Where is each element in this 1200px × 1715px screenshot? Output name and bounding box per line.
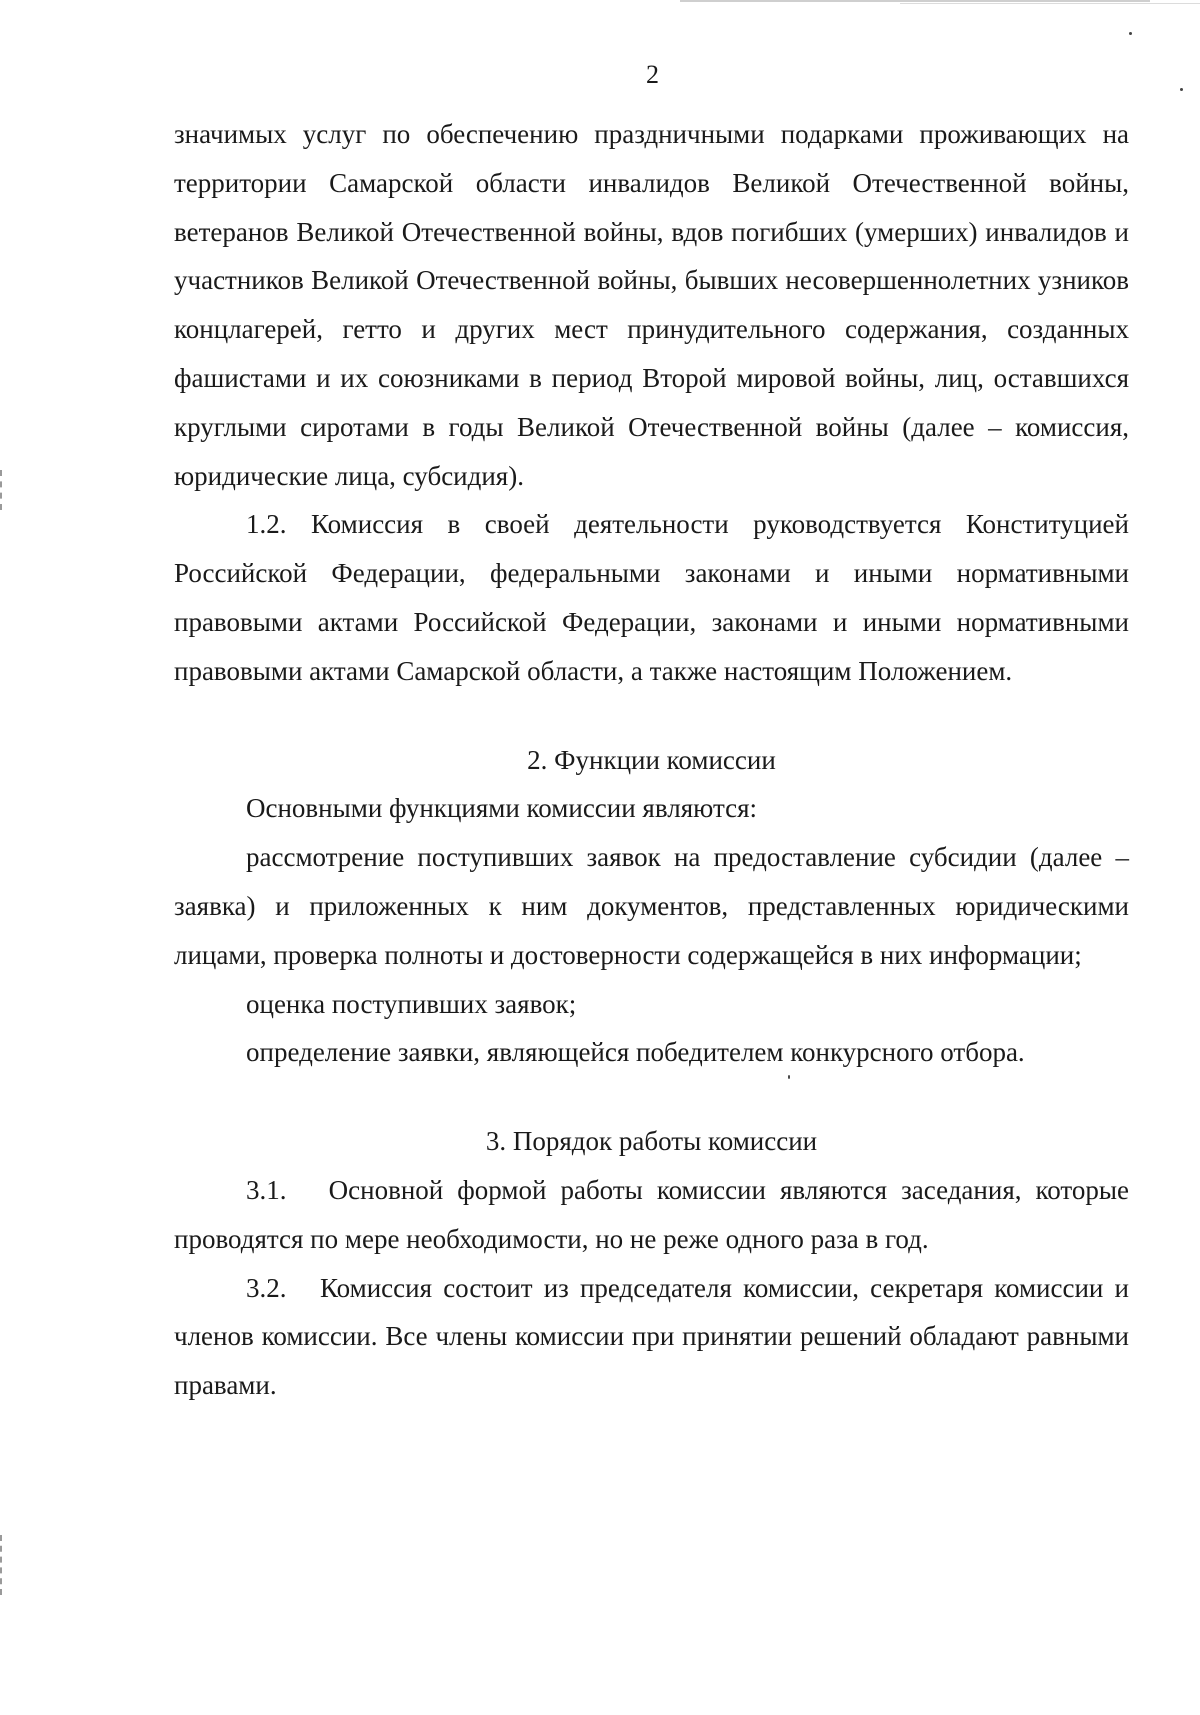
scan-artifact-line [900,3,1200,4]
section-2-item: рассмотрение поступивших заявок на предоставление субсидии (далее – заявка) и приложенных к ним документов, представленных юридическими лицами, проверка полноты и достоверности содержащейся в них информации; [174,842,1129,970]
section-3-heading: 3. Порядок работы комиссии [485,1126,818,1157]
scan-artifact-edge [0,1535,4,1595]
section-2-heading: 2. Функции комиссии [527,744,776,775]
paragraph-3-1: 3.1. Основной формой работы комиссии являются заседания, которые проводятся по мере необходимости, но не реже одного раза в год. [174,1174,1136,1254]
scan-artifact-edge [0,470,4,510]
scan-artifact-dot [1129,32,1132,35]
page-number: 2 [646,60,659,89]
section-2-item: определение заявки, являющейся победителем конкурсного отбора. [246,1037,1025,1068]
section-spacer [174,696,1129,736]
paragraph-1-2: 1.2. Комиссия в своей деятельности руководствуется Конституцией Российской Федерации, федеральными законами и иными нормативными правовыми актами Российской Федерации, законами и иными нормативными правовыми актами Самарской области, а также настоящим Положением. [174,509,1129,686]
paragraph-continued: значимых услуг по обеспечению праздничными подарками проживающих на территории Самарской области инвалидов Великой Отечественной войны, ветеранов Великой Отечественной войны, вдов погибших (умерших) инвалидов и участников Великой Отечественной войны, бывших несовершеннолетних узников концлагерей, гетто и других мест принудительного содержания, созданных фашистами и их союзниками в период Второй мировой войны, лиц, оставшихся круглыми сиротами в годы Великой Отечественной войны (далее – комиссия, юридические лица, субсидия). [174,119,1129,491]
paragraph-3-2: 3.2. Комиссия состоит из председателя комиссии, секретаря комиссии и членов комиссии. Все члены комиссии при принятии решений обладают равными правами. [174,1272,1136,1401]
section-2-item: оценка поступивших заявок; [246,988,577,1019]
document-body [174,110,1136,1410]
scan-artifact-line [680,0,1150,2]
section-spacer [174,1077,1129,1117]
section-2-intro: Основными функциями комиссии являются: [246,793,757,824]
